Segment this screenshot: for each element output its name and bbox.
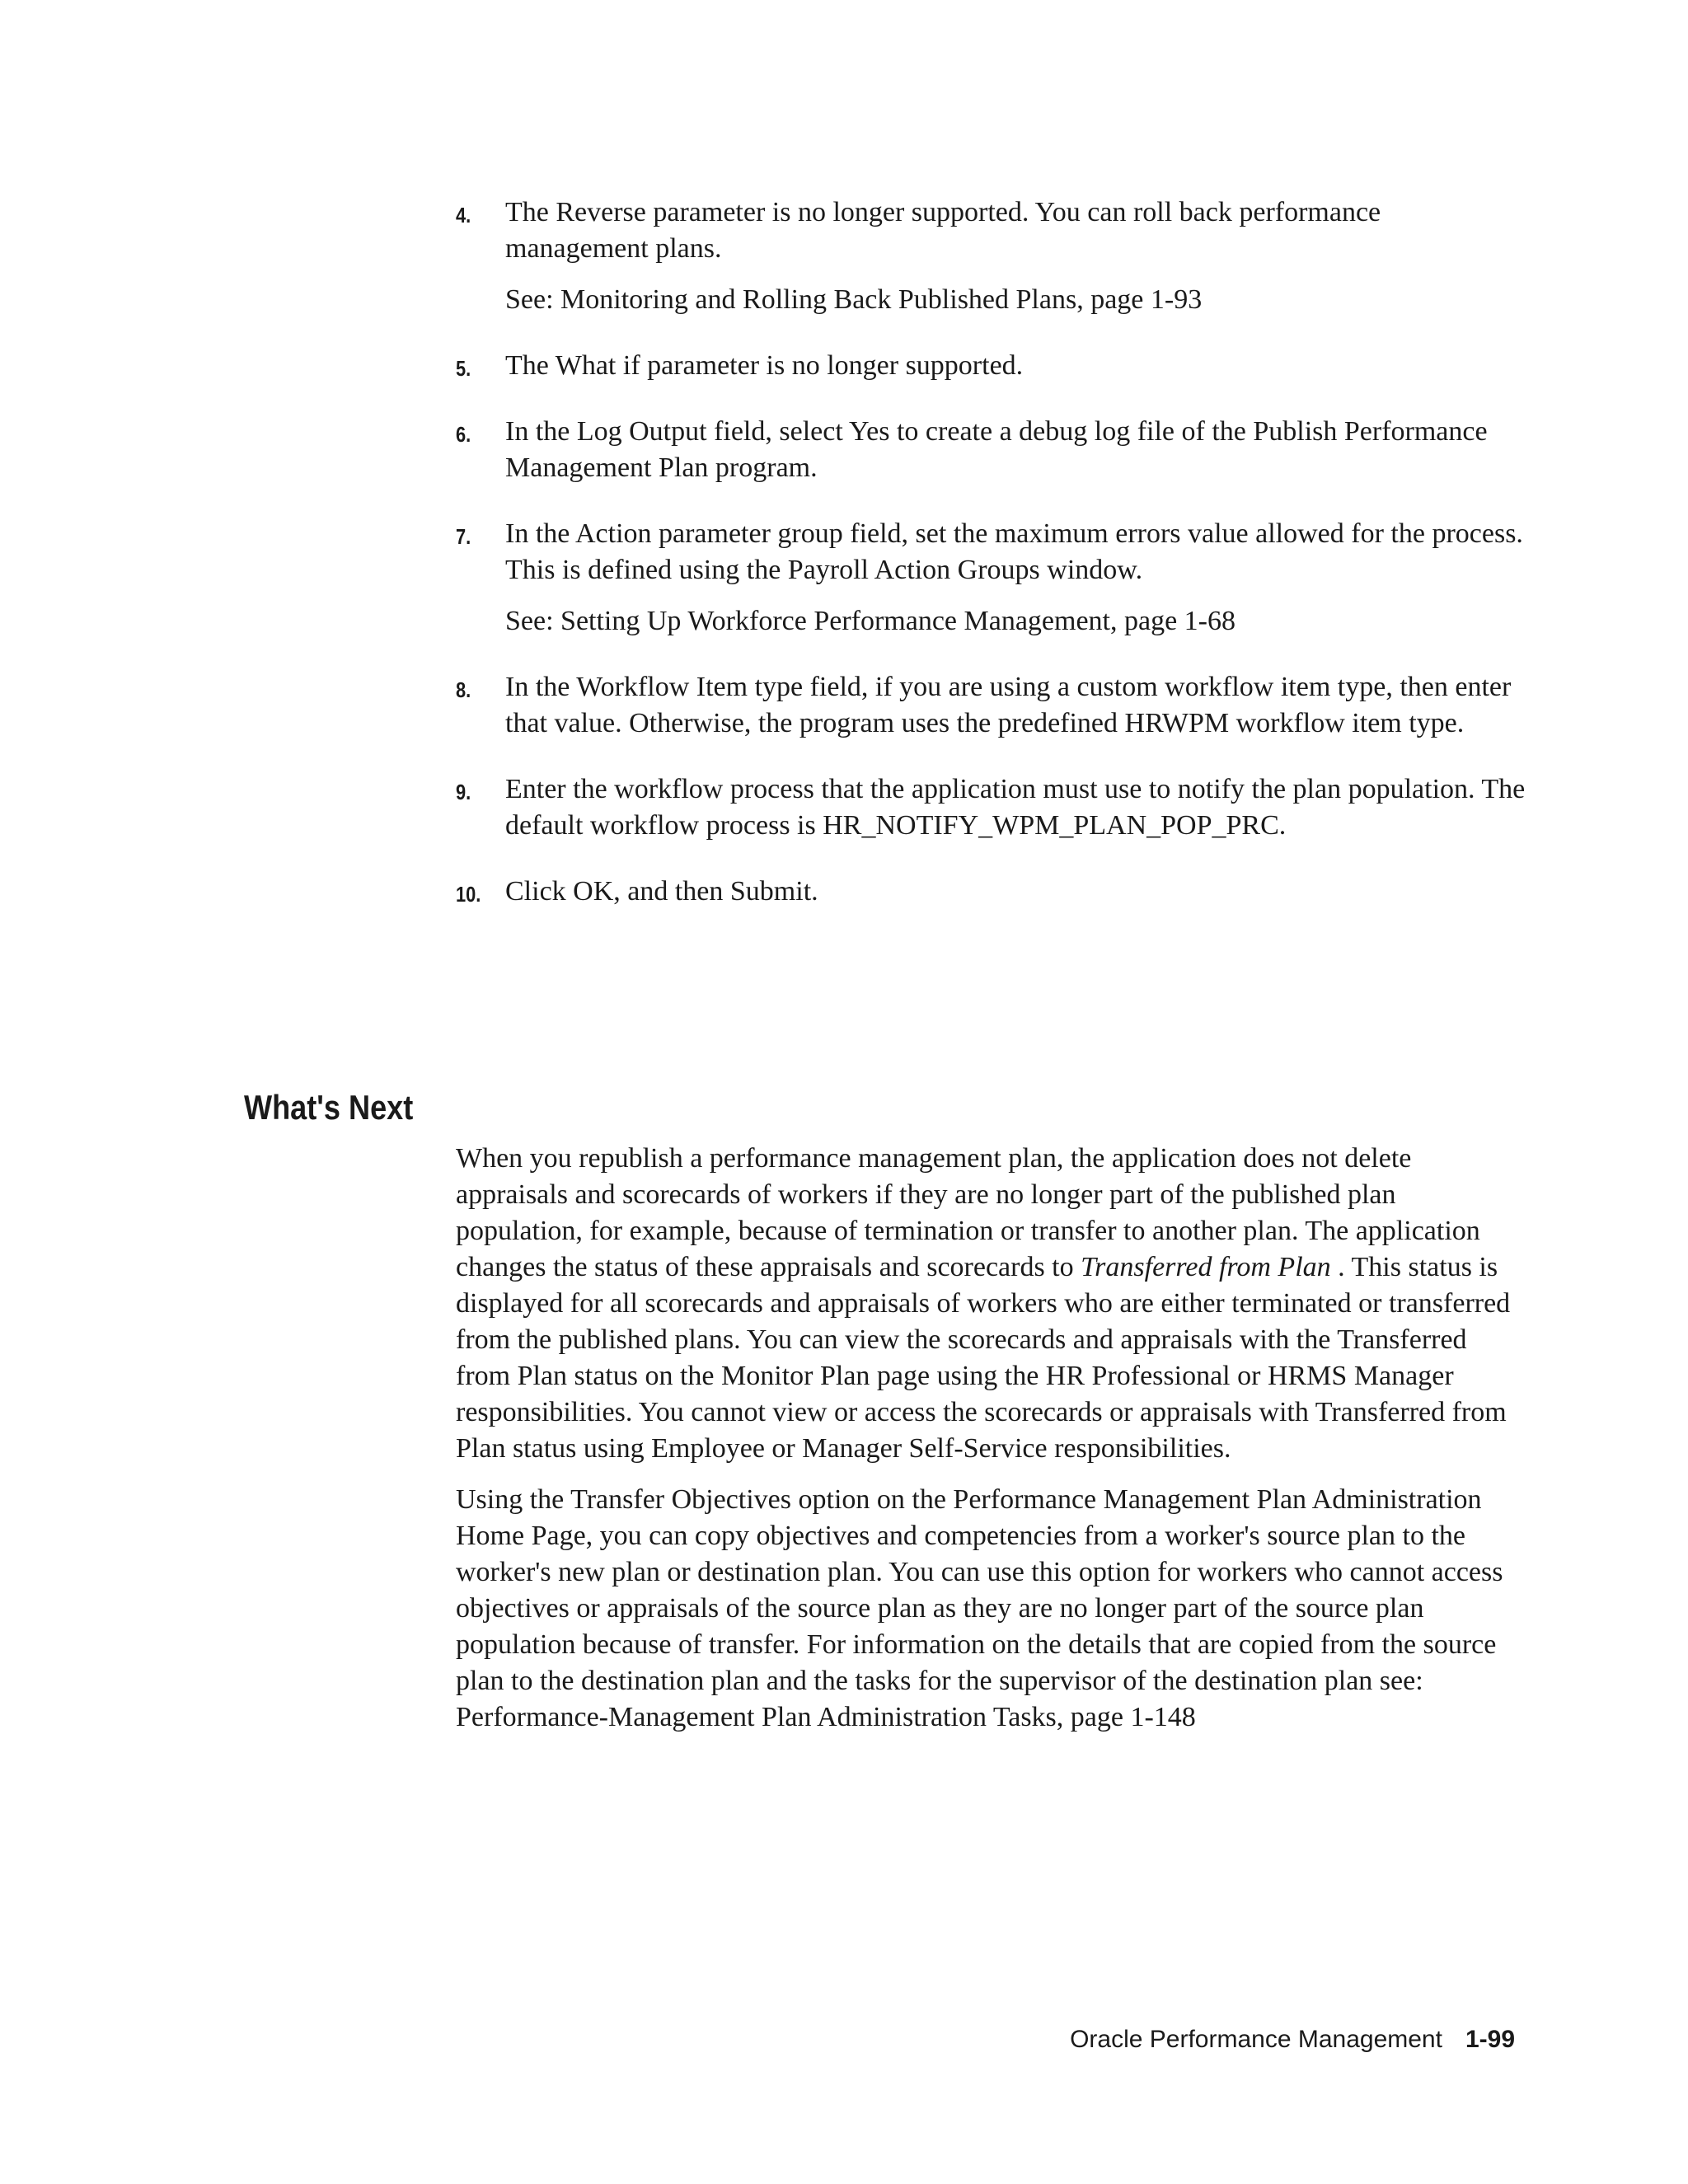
step-number: 5. (456, 356, 471, 381)
step-item (456, 516, 1527, 640)
whats-next-body (456, 1141, 1519, 1750)
step-number: 8. (456, 677, 471, 702)
step-number: 6. (456, 422, 471, 447)
step-see-reference: See: Setting Up Workforce Performance Management, page 1-68 (505, 606, 1236, 636)
page-footer (1070, 2023, 1515, 2056)
step-text: The What if parameter is no longer supported. (505, 350, 1024, 381)
paragraph-text: When you republish a performance management plan, the application does not delete appraisals and scorecards of workers if they are no longer part of the published plan population, for example, because of termination or transfer to another plan. The application changes the status of these appraisals and scorecards to (456, 1143, 1480, 1282)
step-text: In the Workflow Item type field, if you are using a custom workflow item type, then enter that value. Otherwise, the program uses the predefined HRWPM workflow item type. (505, 672, 1512, 738)
step-number: 10. (456, 882, 481, 907)
step-item (456, 771, 1527, 844)
step-item (456, 874, 1527, 910)
footer-title: Oracle Performance Management (1070, 2026, 1442, 2053)
step-item (456, 414, 1527, 486)
section-heading-whats-next: What's Next (244, 1088, 414, 1127)
steps-list (456, 194, 1527, 940)
paragraph-text: . This status is displayed for all scorecards and appraisals of workers who are either terminated or transferred from the published plans. You can view the scorecards and appraisals with the Transferred from Plan status on the Monitor Plan page using the HR Professional or HRMS Manager responsibilities. You cannot view or access the scorecards or appraisals with Transferred from Plan status using Employee or Manager Self-Service responsibilities. (456, 1252, 1511, 1464)
step-text: Enter the workflow process that the application must use to notify the plan population. The default workflow process is HR_NOTIFY_WPM_PLAN_POP_PRC. (505, 774, 1526, 841)
step-item (456, 348, 1527, 384)
step-text: Click OK, and then Submit. (505, 876, 818, 907)
page-number: 1-99 (1465, 2026, 1515, 2053)
step-see-reference: See: Monitoring and Rolling Back Published Plans, page 1-93 (505, 284, 1203, 315)
step-item (456, 194, 1527, 318)
step-text: In the Log Output field, select Yes to create a debug log file of the Publish Performance Management Plan program. (505, 416, 1488, 483)
whats-next-paragraph: Using the Transfer Objectives option on the Performance Management Plan Administration Home Page, you can copy objectives and competencies from a worker's source plan to the worker's new plan or destination plan. You can use this option for workers who cannot access objectives or appraisals of the source plan as they are no longer part of the source plan population because of transfer. For information on the details that are copied from the source plan to the destination plan and the tasks for the supervisor of the destination plan see: Performance-Management Plan Administration Tasks, page 1-148 (456, 1484, 1503, 1732)
status-name-italic: Transferred from Plan (1081, 1252, 1331, 1282)
step-text: In the Action parameter group field, set the maximum errors value allowed for the process. This is defined using the Payroll Action Groups window. (505, 518, 1523, 585)
step-number: 7. (456, 524, 471, 549)
step-item (456, 669, 1527, 742)
step-number: 9. (456, 780, 471, 804)
step-text: The Reverse parameter is no longer supported. You can roll back performance management plans. (505, 197, 1381, 264)
step-number: 4. (456, 203, 471, 227)
whats-next-paragraph (456, 1141, 1519, 1467)
